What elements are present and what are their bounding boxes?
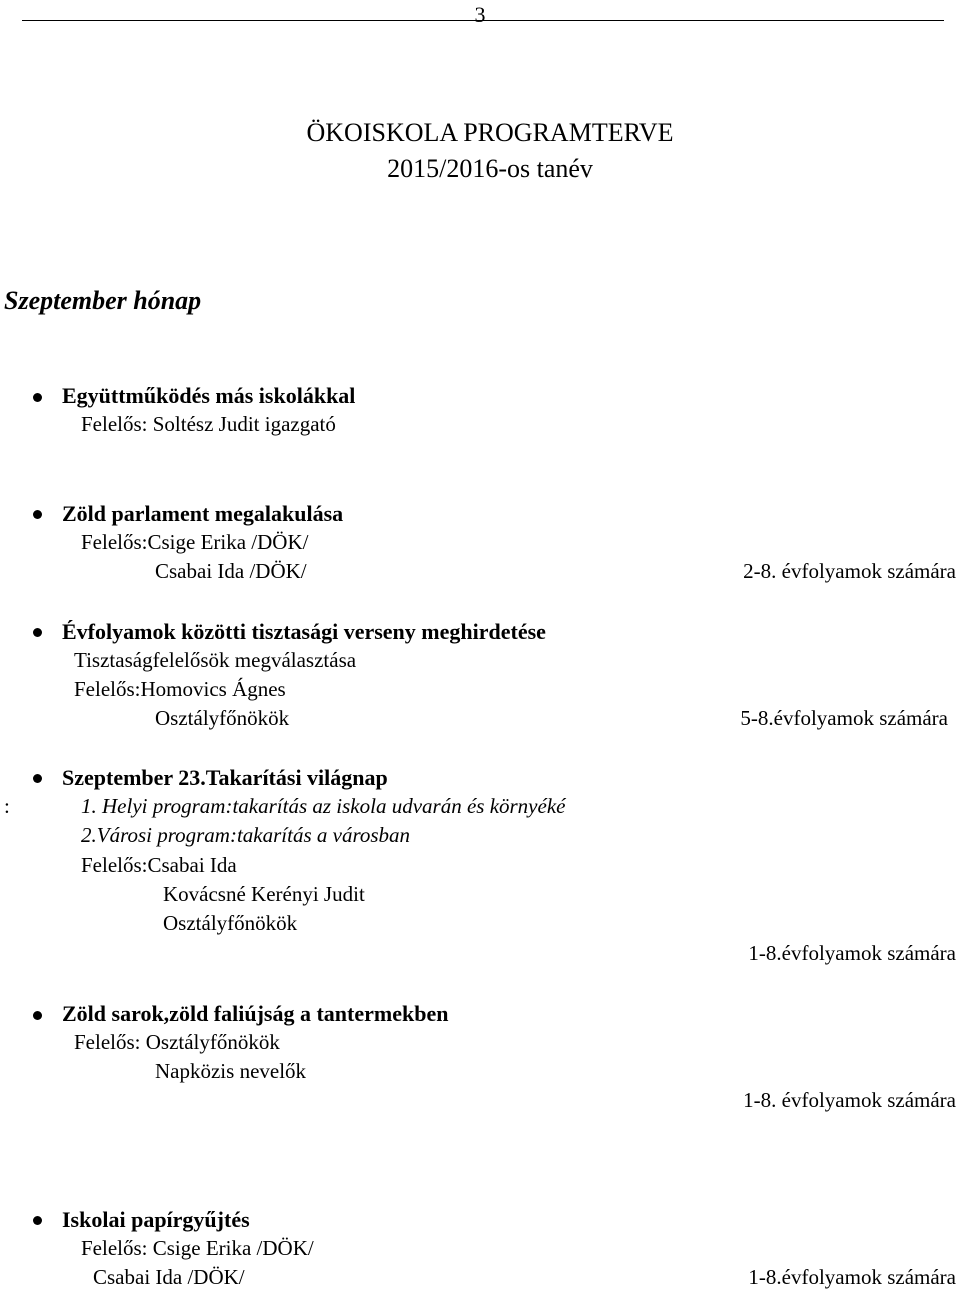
month-heading: Szeptember hónap — [4, 286, 202, 315]
item-line: Kovácsné Kerényi Judit — [163, 882, 365, 906]
item-line: 2.Városi program:takarítás a városban — [81, 823, 411, 847]
page-number: 3 — [474, 2, 486, 27]
item-heading: Évfolyamok közötti tisztasági verseny meghirdetése — [62, 619, 546, 644]
item-line: Felelős: Soltész Judit igazgató — [81, 412, 336, 436]
bullet-icon — [33, 393, 42, 402]
item-line: Felelős:Homovics Ágnes — [74, 677, 286, 701]
item-line: Tisztaságfelelősök megválasztása — [74, 648, 357, 672]
grade-label: 5-8.évfolyamok számára — [740, 706, 948, 730]
item-line: Osztályfőnökök — [155, 706, 290, 730]
item-line: Felelős: Osztályfőnökök — [74, 1030, 280, 1054]
bullet-icon — [33, 510, 42, 519]
bullet-icon — [33, 628, 42, 637]
item-heading: Szeptember 23.Takarítási világnap — [62, 765, 388, 790]
item-heading: Zöld sarok,zöld faliújság a tantermekben — [62, 1001, 449, 1026]
item-line: Csabai Ida /DÖK/ — [93, 1265, 245, 1289]
grade-label: 2-8. évfolyamok számára — [743, 559, 956, 583]
colon-mark: : — [4, 794, 10, 818]
grade-label: 1-8.évfolyamok számára — [748, 941, 956, 965]
grade-label: 1-8.évfolyamok számára — [748, 1265, 956, 1289]
item-heading: Zöld parlament megalakulása — [62, 501, 344, 526]
item-line: 1. Helyi program:takarítás az iskola udvarán és környéké — [81, 794, 566, 818]
header-rule — [22, 20, 944, 21]
document-subtitle: 2015/2016-os tanév — [387, 154, 593, 183]
item-line: Csabai Ida /DÖK/ — [155, 559, 307, 583]
item-heading: Együttműködés más iskolákkal — [62, 383, 356, 408]
bullet-icon — [33, 1216, 42, 1225]
item-line: Felelős: Csige Erika /DÖK/ — [81, 1236, 314, 1260]
grade-label: 1-8. évfolyamok számára — [743, 1088, 956, 1112]
item-line: Napközis nevelők — [155, 1059, 307, 1083]
item-line: Osztályfőnökök — [163, 911, 298, 935]
document-title: ÖKOISKOLA PROGRAMTERVE — [306, 118, 674, 147]
bullet-icon — [33, 1011, 42, 1020]
bullet-icon — [33, 774, 42, 783]
item-line: Felelős:Csabai Ida — [81, 853, 237, 877]
item-heading: Iskolai papírgyűjtés — [62, 1207, 250, 1232]
item-line: Felelős:Csige Erika /DÖK/ — [81, 530, 309, 554]
